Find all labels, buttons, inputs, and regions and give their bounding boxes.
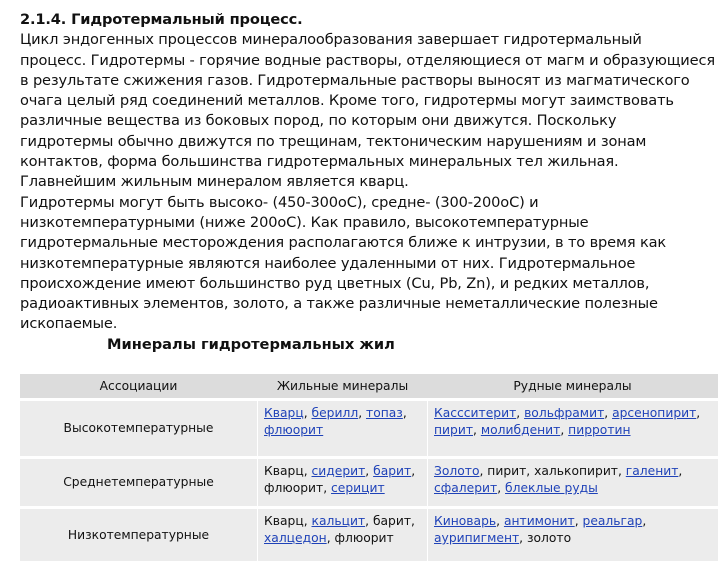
- mineral-link[interactable]: вольфрамит: [524, 406, 605, 420]
- vein-minerals-cell: [258, 400, 428, 458]
- body-line: Главнейшим жильным минералом является кварц.: [20, 173, 409, 191]
- mineral-link[interactable]: сфалерит: [434, 481, 498, 495]
- header-ore-minerals: Рудные минералы: [428, 374, 718, 400]
- mineral-link[interactable]: галенит: [625, 464, 679, 478]
- mineral-link[interactable]: барит: [373, 464, 412, 478]
- cell-text: ,: [497, 481, 506, 495]
- cell-text: Кварц,: [264, 514, 312, 528]
- header-vein-minerals: Жильные минералы: [258, 374, 428, 400]
- body-line: Гидротермы могут быть высоко- (450-300оС), средне- (300-200оС) и: [20, 193, 539, 211]
- header-associations: Ассоциации: [20, 374, 258, 400]
- mineral-link[interactable]: пирротин: [568, 423, 631, 437]
- body-line: гидротермы обычно движутся по трещинам, тектоническим нарушениям и зонам: [20, 132, 647, 150]
- cell-text: ,: [604, 406, 613, 420]
- ore-minerals-cell: [428, 508, 718, 563]
- cell-text: ,: [642, 514, 647, 528]
- association-cell: Низкотемпературные: [20, 508, 258, 563]
- body-line: в результате сжижения газов. Гидротермальные растворы выносят из магматического: [20, 71, 690, 89]
- body-line: Цикл эндогенных процессов минералообразования завершает гидротермальный: [20, 31, 642, 49]
- table-row: [20, 508, 718, 563]
- association-cell: Высокотемпературные: [20, 400, 258, 458]
- cell-text: ,: [516, 406, 525, 420]
- mineral-link[interactable]: сидерит: [311, 464, 366, 478]
- cell-text: ,: [365, 464, 374, 478]
- mineral-link[interactable]: антимонит: [503, 514, 575, 528]
- table-header-row: [20, 374, 718, 400]
- section-title: 2.1.4. Гидротермальный процесс.: [20, 11, 303, 28]
- table-title: Минералы гидротермальных жил: [107, 336, 395, 353]
- cell-text: ,: [496, 514, 504, 528]
- mineral-link[interactable]: серицит: [331, 481, 385, 495]
- cell-text: ,: [402, 406, 407, 420]
- body-line: контактов, форма большинства гидротермальных минеральных тел жильная.: [20, 153, 619, 171]
- mineral-link[interactable]: флюорит: [264, 423, 324, 437]
- cell-text: ,: [678, 464, 683, 478]
- cell-text: ,: [303, 406, 312, 420]
- table-row: [20, 458, 718, 508]
- mineral-link[interactable]: аурипигмент: [434, 531, 520, 545]
- cell-text: ,: [696, 406, 701, 420]
- body-line: ископаемые.: [20, 315, 118, 333]
- vein-minerals-cell: [258, 508, 428, 563]
- mineral-link[interactable]: пирит: [434, 423, 473, 437]
- ore-minerals-cell: [428, 458, 718, 508]
- body-line: происхождение имеют большинство руд цветных (Cu, Pb, Zn), и редких металлов,: [20, 274, 650, 292]
- cell-text: , пирит, халькопирит,: [479, 464, 626, 478]
- mineral-link[interactable]: Золото: [434, 464, 480, 478]
- body-line: процесс. Гидротермы - горячие водные растворы, отделяющиеся от магм и образующиеся: [20, 51, 715, 69]
- mineral-link[interactable]: Киноварь: [434, 514, 497, 528]
- body-text: [20, 30, 715, 334]
- mineral-link[interactable]: блеклые руды: [505, 481, 598, 495]
- mineral-link[interactable]: Кассситерит: [434, 406, 517, 420]
- association-cell: Среднетемпературные: [20, 458, 258, 508]
- cell-text: , золото: [519, 531, 572, 545]
- cell-text: ,: [560, 423, 569, 437]
- mineral-link[interactable]: кальцит: [311, 514, 366, 528]
- cell-text: ,: [358, 406, 367, 420]
- body-line: низкотемпературные являются наиболее удаленными от них. Гидротермальное: [20, 254, 636, 272]
- ore-minerals-cell: [428, 400, 718, 458]
- cell-text: Кварц,: [264, 464, 312, 478]
- body-line: гидротермальные месторождения располагаются ближе к интрузии, в то время как: [20, 234, 667, 252]
- body-line: очага целый ряд соединений металлов. Кроме того, гидротермы могут заимствовать: [20, 92, 674, 110]
- cell-text: ,: [473, 423, 481, 437]
- cell-text: ,: [574, 514, 583, 528]
- body-line: низкотемпературными (ниже 200оС). Как правило, высокотемпературные: [20, 213, 589, 231]
- mineral-link[interactable]: реальгар: [582, 514, 643, 528]
- mineral-link[interactable]: Кварц: [264, 406, 304, 420]
- cell-text: , флюорит: [326, 531, 394, 545]
- body-line: радиоактивных элементов, золото, а также различные неметаллические полезные: [20, 295, 658, 313]
- mineral-link[interactable]: молибденит: [480, 423, 561, 437]
- mineral-link[interactable]: берилл: [311, 406, 359, 420]
- mineral-link[interactable]: халцедон: [264, 531, 327, 545]
- text-block: [20, 10, 715, 335]
- minerals-table: [19, 374, 718, 564]
- table-body: [20, 400, 718, 563]
- cell-text: , барит,: [365, 514, 415, 528]
- body-line: различные вещества из боковых пород, по которым они движутся. Поскольку: [20, 112, 617, 130]
- table-row: [20, 400, 718, 458]
- mineral-link[interactable]: арсенопирит: [612, 406, 697, 420]
- vein-minerals-cell: [258, 458, 428, 508]
- mineral-link[interactable]: топаз: [366, 406, 403, 420]
- cell-text: , флюорит,: [264, 464, 416, 495]
